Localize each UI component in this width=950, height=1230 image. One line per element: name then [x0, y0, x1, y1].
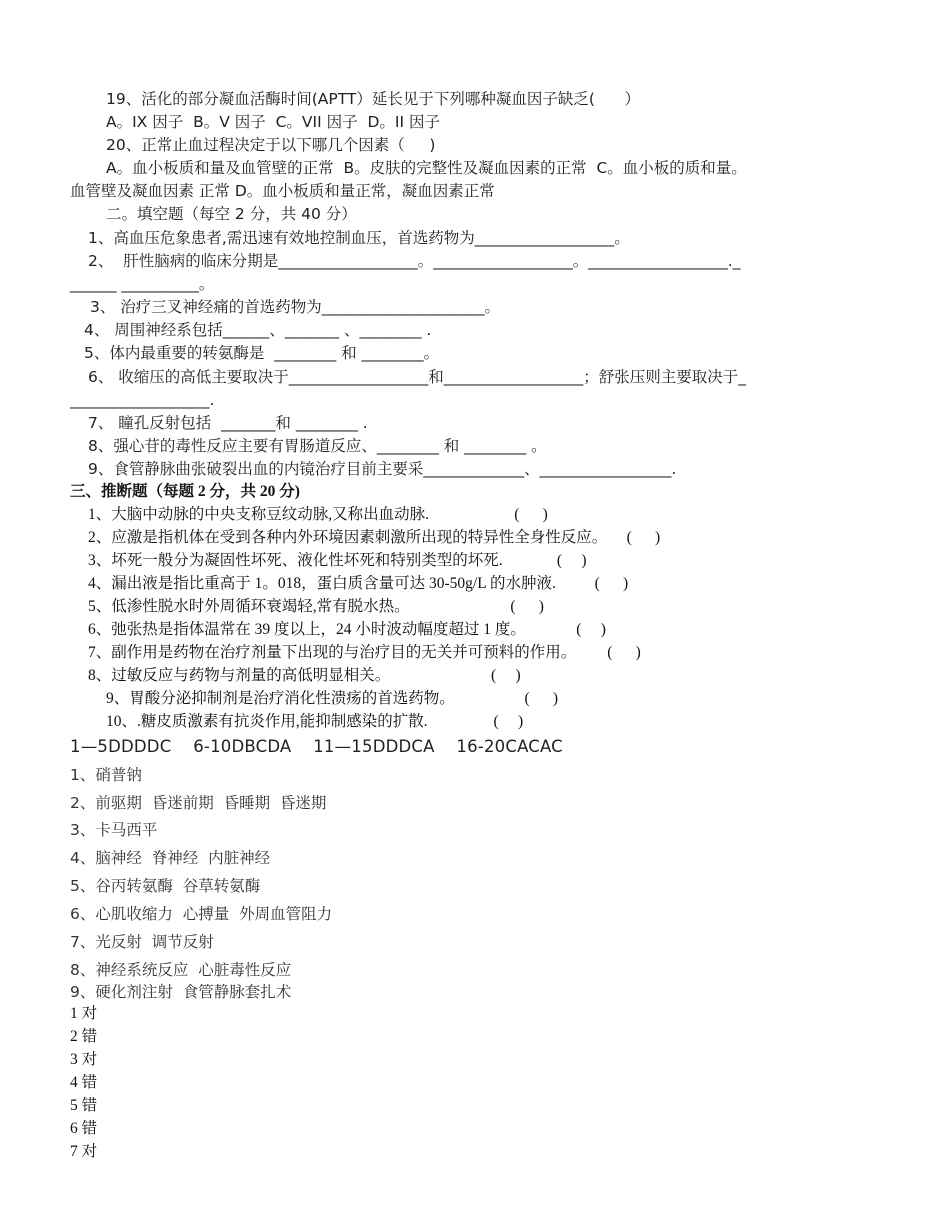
fill-q2-continuation: ______ __________。	[70, 275, 215, 293]
fill-q7: 7、 瞳孔反射包括 _______和 ________ .	[88, 414, 368, 432]
answer-fill-2: 2、前驱期 昏迷前期 昏睡期 昏迷期	[70, 794, 327, 812]
question-20-options-line2: 血管壁及凝血因素 正常 D。血小板质和量正常，凝血因素正常	[70, 182, 495, 200]
answer-fill-9: 9、硬化剂注射 食管静脉套扎术	[70, 983, 292, 1001]
answer-fill-6: 6、心肌收缩力 心搏量 外周血管阻力	[70, 905, 333, 923]
question-20: 20、正常止血过程决定于以下哪几个因素（ )	[106, 136, 436, 154]
answer-fill-3: 3、卡马西平	[70, 821, 158, 839]
judgment-item-1: 1、大脑中动脉的中央支称豆纹动脉,又称出血动脉. ( )	[88, 506, 548, 523]
judgment-item-9: 9、胃酸分泌抑制剂是治疗消化性溃疡的首选药物。 ( )	[106, 690, 559, 707]
fill-q2: 2、 肝性脑病的临床分期是__________________。__________________。__________________._	[88, 252, 741, 270]
judgment-item-2: 2、应激是指机体在受到各种内外环境因素刺激所出现的特异性全身性反应。 ( )	[88, 529, 661, 546]
question-19-options: A。IX 因子 B。V 因子 C。VII 因子 D。II 因子	[106, 113, 440, 131]
judgment-item-4: 4、漏出液是指比重高于 1。018，蛋白质含量可达 30-50g/L 的水肿液. ( )	[88, 575, 629, 592]
answer-judge-2: 2 错	[70, 1028, 98, 1045]
answer-judge-5: 5 错	[70, 1097, 98, 1114]
answer-key-choice: 1—5DDDDC 6-10DBCDA 11—15DDDCA 16-20CACAC	[70, 737, 563, 756]
answer-judge-1: 1 对	[70, 1005, 98, 1022]
fill-q6: 6、 收缩压的高低主要取决于__________________和__________________；舒张压则主要取决于_	[88, 368, 747, 386]
answer-fill-5: 5、谷丙转氨酶 谷草转氨酶	[70, 877, 261, 895]
fill-q3: 3、 治疗三叉神经痛的首选药物为_____________________。	[90, 298, 501, 316]
judgment-item-8: 8、过敏反应与药物与剂量的高低明显相关。 ( )	[88, 667, 521, 684]
judgment-item-3: 3、坏死一般分为凝固性坏死、液化性坏死和特别类型的坏死. ( )	[88, 552, 587, 569]
answer-fill-1: 1、硝普钠	[70, 766, 142, 784]
question-19: 19、活化的部分凝血活酶时间(APTT）延长见于下列哪种凝血因子缺乏( ）	[106, 90, 640, 108]
judgment-item-10: 10、.糖皮质激素有抗炎作用,能抑制感染的扩散. ( )	[106, 713, 524, 730]
judgment-item-5: 5、低渗性脱水时外周循环衰竭轻,常有脱水热。 ( )	[88, 598, 544, 615]
judgment-item-6: 6、弛张热是指体温常在 39 度以上，24 小时波动幅度超过 1 度。 ( )	[88, 621, 606, 638]
fill-q9: 9、食管静脉曲张破裂出血的内镜治疗目前主要采_____________、_________________.	[88, 460, 677, 478]
fill-q6-continuation: __________________.	[70, 391, 215, 409]
judgment-item-7: 7、副作用是药物在治疗剂量下出现的与治疗目的无关并可预料的作用。 ( )	[88, 644, 641, 661]
fill-q1: 1、高血压危象患者,需迅速有效地控制血压，首选药物为__________________。	[88, 229, 630, 247]
fill-q4: 4、 周围神经系包括______、_______ 、________ .	[84, 321, 432, 339]
answer-fill-7: 7、光反射 调节反射	[70, 933, 214, 951]
answer-judge-4: 4 错	[70, 1074, 98, 1091]
judgment-heading: 三、推断题（每题 2 分，共 20 分)	[70, 483, 300, 500]
answer-judge-6: 6 错	[70, 1120, 98, 1137]
fill-q8: 8、强心苷的毒性反应主要有胃肠道反应、________ 和 ________ 。	[88, 437, 547, 455]
answer-judge-3: 3 对	[70, 1051, 98, 1068]
fill-in-heading: 二。填空题（每空 2 分，共 40 分）	[106, 205, 357, 223]
answer-fill-8: 8、神经系统反应 心脏毒性反应	[70, 961, 292, 979]
answer-judge-7: 7 对	[70, 1143, 98, 1160]
fill-q5: 5、体内最重要的转氨酶是 ________ 和 ________。	[84, 344, 440, 362]
question-20-options-line1: A。血小板质和量及血管壁的正常 B。皮肤的完整性及凝血因素的正常 C。血小板的质和量。	[106, 159, 747, 177]
answer-fill-4: 4、脑神经 脊神经 内脏神经	[70, 849, 271, 867]
